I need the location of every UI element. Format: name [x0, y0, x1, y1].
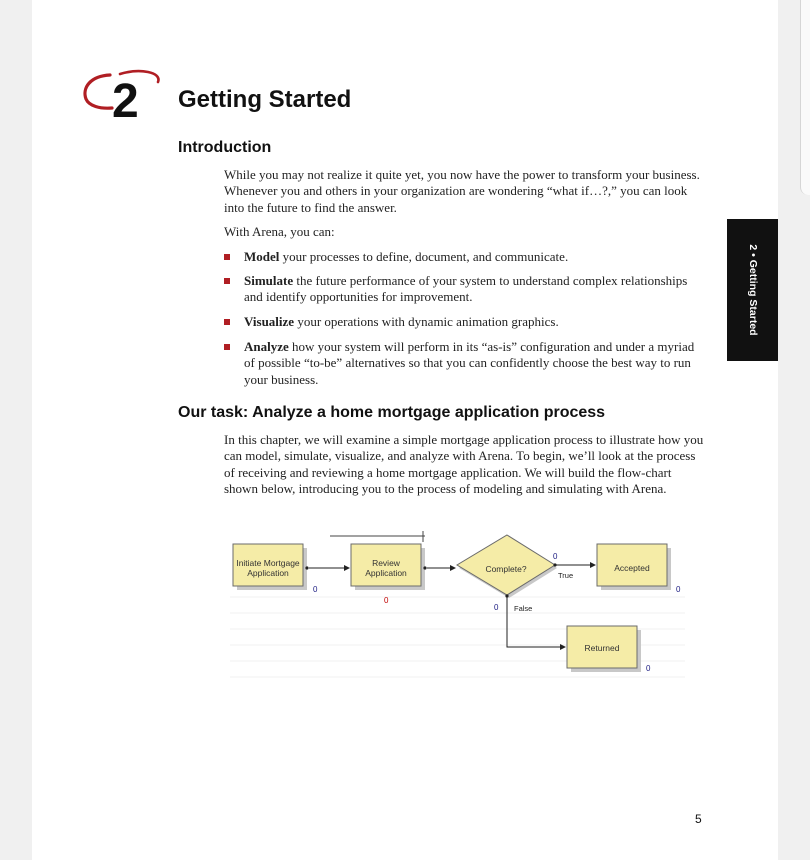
bullet-visualize	[224, 314, 704, 330]
bullet-keyword: Simulate	[244, 273, 294, 288]
document-page	[32, 0, 778, 860]
bullet-text: how your system will perform in its “as-is” configuration and under a myriad of possible “to-be” alternatives so that you can confidently choose the best way to run your business.	[244, 339, 695, 387]
bullet-keyword: Visualize	[244, 314, 295, 329]
logo-swoosh-left	[85, 75, 112, 108]
task-heading: Our task: Analyze a home mortgage application process	[178, 404, 606, 421]
branch-false-label: False	[514, 604, 533, 613]
process-node[interactable]	[351, 544, 425, 590]
bullet-analyze	[224, 339, 704, 388]
intro-paragraph-2: With Arena, you can:	[224, 224, 335, 239]
process-node-label-line2: Application	[365, 568, 407, 578]
bullet-text: the future performance of your system to understand complex relationships and identify opportunities for improvement.	[244, 273, 688, 305]
accepted-node-label: Accepted	[614, 563, 650, 573]
accepted-node-counter: 0	[676, 585, 681, 594]
process-node-counter: 0	[384, 596, 389, 605]
bullet-marker	[224, 319, 230, 325]
returned-node[interactable]	[567, 626, 641, 672]
returned-node-counter: 0	[646, 664, 651, 673]
bullet-marker	[224, 254, 230, 260]
chapter-number: 2	[112, 75, 139, 122]
bullet-keyword: Analyze	[244, 339, 289, 354]
bullet-marker	[224, 278, 230, 284]
chapter-number-logo	[80, 66, 164, 122]
chapter-side-tab	[727, 219, 778, 361]
bullet-text: your processes to define, document, and communicate.	[279, 249, 569, 264]
bullet-simulate	[224, 273, 704, 306]
decide-node-label: Complete?	[485, 564, 527, 574]
create-node[interactable]	[233, 544, 307, 590]
task-paragraph: In this chapter, we will examine a simple mortgage application process to illustrate how you can model, simulate, visualize, and analyze with Arena. To begin, we’ll look at the process of receiving and reviewing a home mortgage application. We will build the flow-chart shown below, introducing you to the process of modeling and simulating with Arena.	[224, 432, 704, 496]
mortgage-flowchart	[225, 525, 690, 685]
branch-true-label: True	[558, 571, 574, 580]
intro-heading: Introduction	[178, 139, 272, 156]
decide-node[interactable]	[457, 535, 557, 598]
accepted-node[interactable]	[597, 544, 671, 590]
bullet-model	[224, 249, 704, 265]
create-node-counter: 0	[313, 585, 318, 594]
chapter-title: Getting Started	[178, 86, 352, 113]
page-number: 5	[695, 812, 702, 826]
scrollbar[interactable]	[800, 0, 810, 195]
bullet-text: your operations with dynamic animation graphics.	[294, 314, 559, 329]
bullet-keyword: Model	[244, 249, 280, 264]
process-node-label-line1: Review	[372, 558, 400, 568]
intro-paragraph-1: While you may not realize it quite yet, you now have the power to transform your business. Whenever you and others in your organization are wondering “what if…?,” you can look into the future to find the answer.	[224, 167, 700, 215]
create-node-label-line1: Initiate Mortgage	[236, 558, 300, 568]
bullet-marker	[224, 344, 230, 350]
decide-false-counter: 0	[494, 603, 499, 612]
decide-true-counter: 0	[553, 552, 558, 561]
create-node-label-line2: Application	[247, 568, 289, 578]
returned-node-label: Returned	[584, 643, 620, 653]
side-tab-label: 2 • Getting Started	[746, 244, 759, 336]
